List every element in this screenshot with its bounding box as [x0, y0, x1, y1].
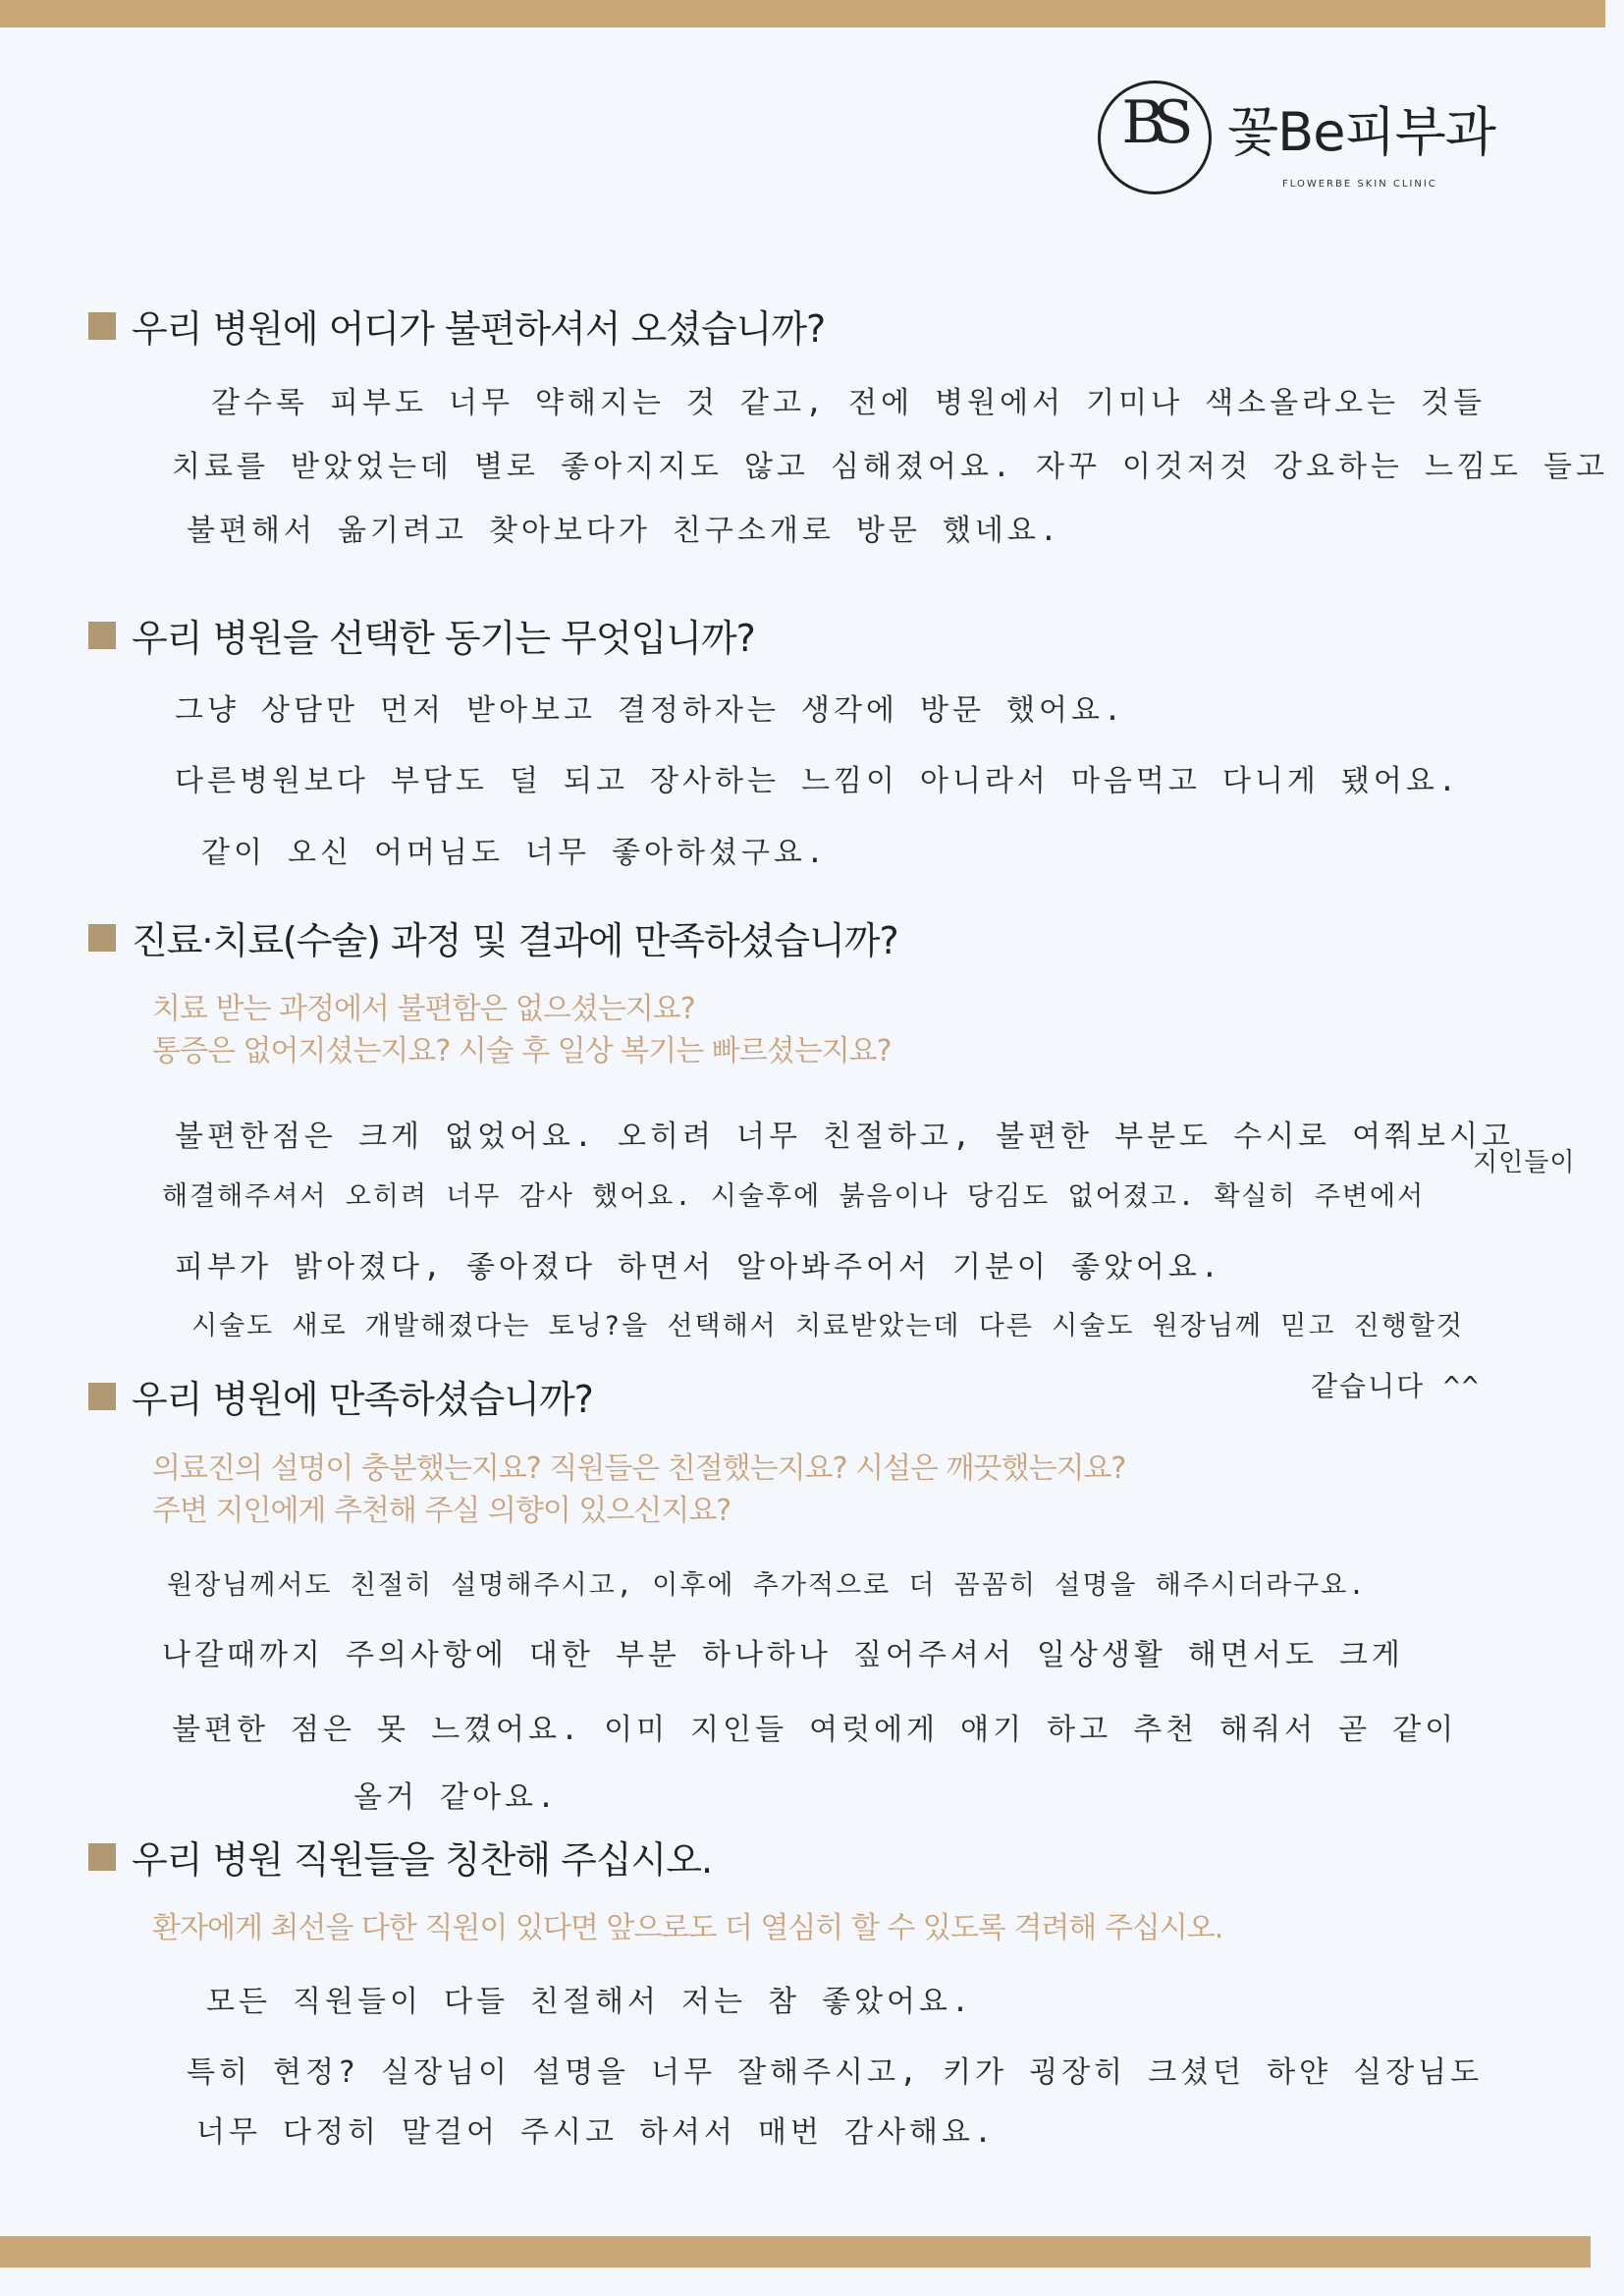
question-hint: 치료 받는 과정에서 불편함은 없으셨는지요? [152, 992, 695, 1026]
answer-line: 다른병원보다 부담도 덜 되고 장사하는 느낌이 아니라서 마음먹고 다니게 됐어요. [175, 764, 1460, 798]
answer-line: 해결해주셔서 오히려 너무 감사 했어요. 시술후에 붉음이나 당김도 없어졌고. 확실히 주변에서 [162, 1181, 1426, 1212]
question-2 [88, 608, 755, 662]
bullet-square-icon [88, 1383, 116, 1410]
answer-line: 치료를 받았었는데 별로 좋아지지도 않고 심해졌어요. 자꾸 이것저것 강요하는 느낌도 들고 [172, 450, 1608, 484]
answer-line: 피부가 밝아졌다, 좋아졌다 하면서 알아봐주어서 기분이 좋았어요. [175, 1250, 1222, 1285]
answer-line: 그냥 상담만 먼저 받아보고 결정하자는 생각에 방문 했어요. [175, 693, 1126, 728]
bullet-square-icon [88, 924, 116, 952]
answer-line: 같습니다 ^^ [1311, 1370, 1481, 1402]
question-hint: 주변 지인에게 추천해 주실 의향이 있으신지요? [152, 1494, 731, 1528]
question-title: 우리 병원 직원들을 칭찬해 주십시오. [132, 1838, 713, 1882]
question-title: 우리 병원을 선택한 동기는 무엇입니까? [132, 617, 755, 660]
answer-line: 불편한점은 크게 없었어요. 오히려 너무 친절하고, 불편한 부분도 수시로 여쭤보시고 [175, 1120, 1514, 1154]
answer-line: 나갈때까지 주의사항에 대한 부분 하나하나 짚어주셔서 일상생활 해면서도 크게 [162, 1638, 1404, 1672]
question-4 [88, 1369, 593, 1423]
answer-line: 모든 직원들이 다들 친절해서 저는 참 좋았어요. [206, 1985, 974, 2019]
question-hint: 의료진의 설명이 충분했는지요? 직원들은 친절했는지요? 시설은 깨끗했는지요? [152, 1451, 1126, 1486]
answer-line: 올거 같아요. [353, 1780, 560, 1815]
answer-line: 원장님께서도 친절히 설명해주시고, 이후에 추가적으로 더 꼼꼼히 설명을 해주시더라구요. [167, 1570, 1367, 1601]
question-3 [88, 910, 898, 964]
logo-letters: BS [1121, 88, 1182, 157]
question-hint: 통증은 없어지셨는지요? 시술 후 일상 복기는 빠르셨는지요? [152, 1034, 892, 1068]
bullet-square-icon [88, 312, 116, 340]
bullet-square-icon [88, 622, 116, 649]
answer-note: 지인들이 [1473, 1148, 1576, 1177]
bullet-square-icon [88, 1843, 116, 1871]
question-5 [88, 1830, 712, 1884]
answer-line: 불편해서 옮기려고 찾아보다가 친구소개로 방문 했네요. [187, 514, 1061, 548]
question-hint: 환자에게 최선을 다한 직원이 있다면 앞으로도 더 열심히 할 수 있도록 격려해 주십시오. [152, 1911, 1223, 1945]
clinic-subtitle: FLOWERBE SKIN CLINIC [1282, 179, 1437, 190]
question-title: 진료·치료(수술) 과정 및 결과에 만족하셨습니까? [132, 919, 898, 962]
answer-line: 갈수록 피부도 너무 약해지는 것 같고, 전에 병원에서 기미나 색소올라오는 것들 [211, 386, 1487, 420]
answer-line: 불편한 점은 못 느꼈어요. 이미 지인들 여럿에게 얘기 하고 추천 해줘서 곧 같이 [172, 1713, 1458, 1747]
bottom-decorative-band [0, 2236, 1591, 2268]
clinic-logo [1098, 81, 1530, 198]
answer-line: 특히 현정? 실장님이 설명을 너무 잘해주시고, 키가 굉장히 크셨던 하얀 실장님도 [187, 2055, 1484, 2090]
question-title: 우리 병원에 어디가 불편하셔서 오셨습니까? [132, 307, 826, 351]
question-1 [88, 299, 825, 353]
answer-line: 시술도 새로 개발해졌다는 토닝?을 선택해서 치료받았는데 다른 시술도 원장님께 믿고 진행할것 [191, 1311, 1465, 1341]
top-decorative-band [0, 0, 1605, 27]
clinic-name: 꽃Be피부과 [1227, 101, 1495, 163]
answer-line: 같이 오신 어머님도 너무 좋아하셨구요. [201, 836, 828, 870]
question-title: 우리 병원에 만족하셨습니까? [132, 1378, 593, 1421]
answer-line: 너무 다정히 말걸어 주시고 하셔서 매번 감사해요. [196, 2115, 997, 2150]
